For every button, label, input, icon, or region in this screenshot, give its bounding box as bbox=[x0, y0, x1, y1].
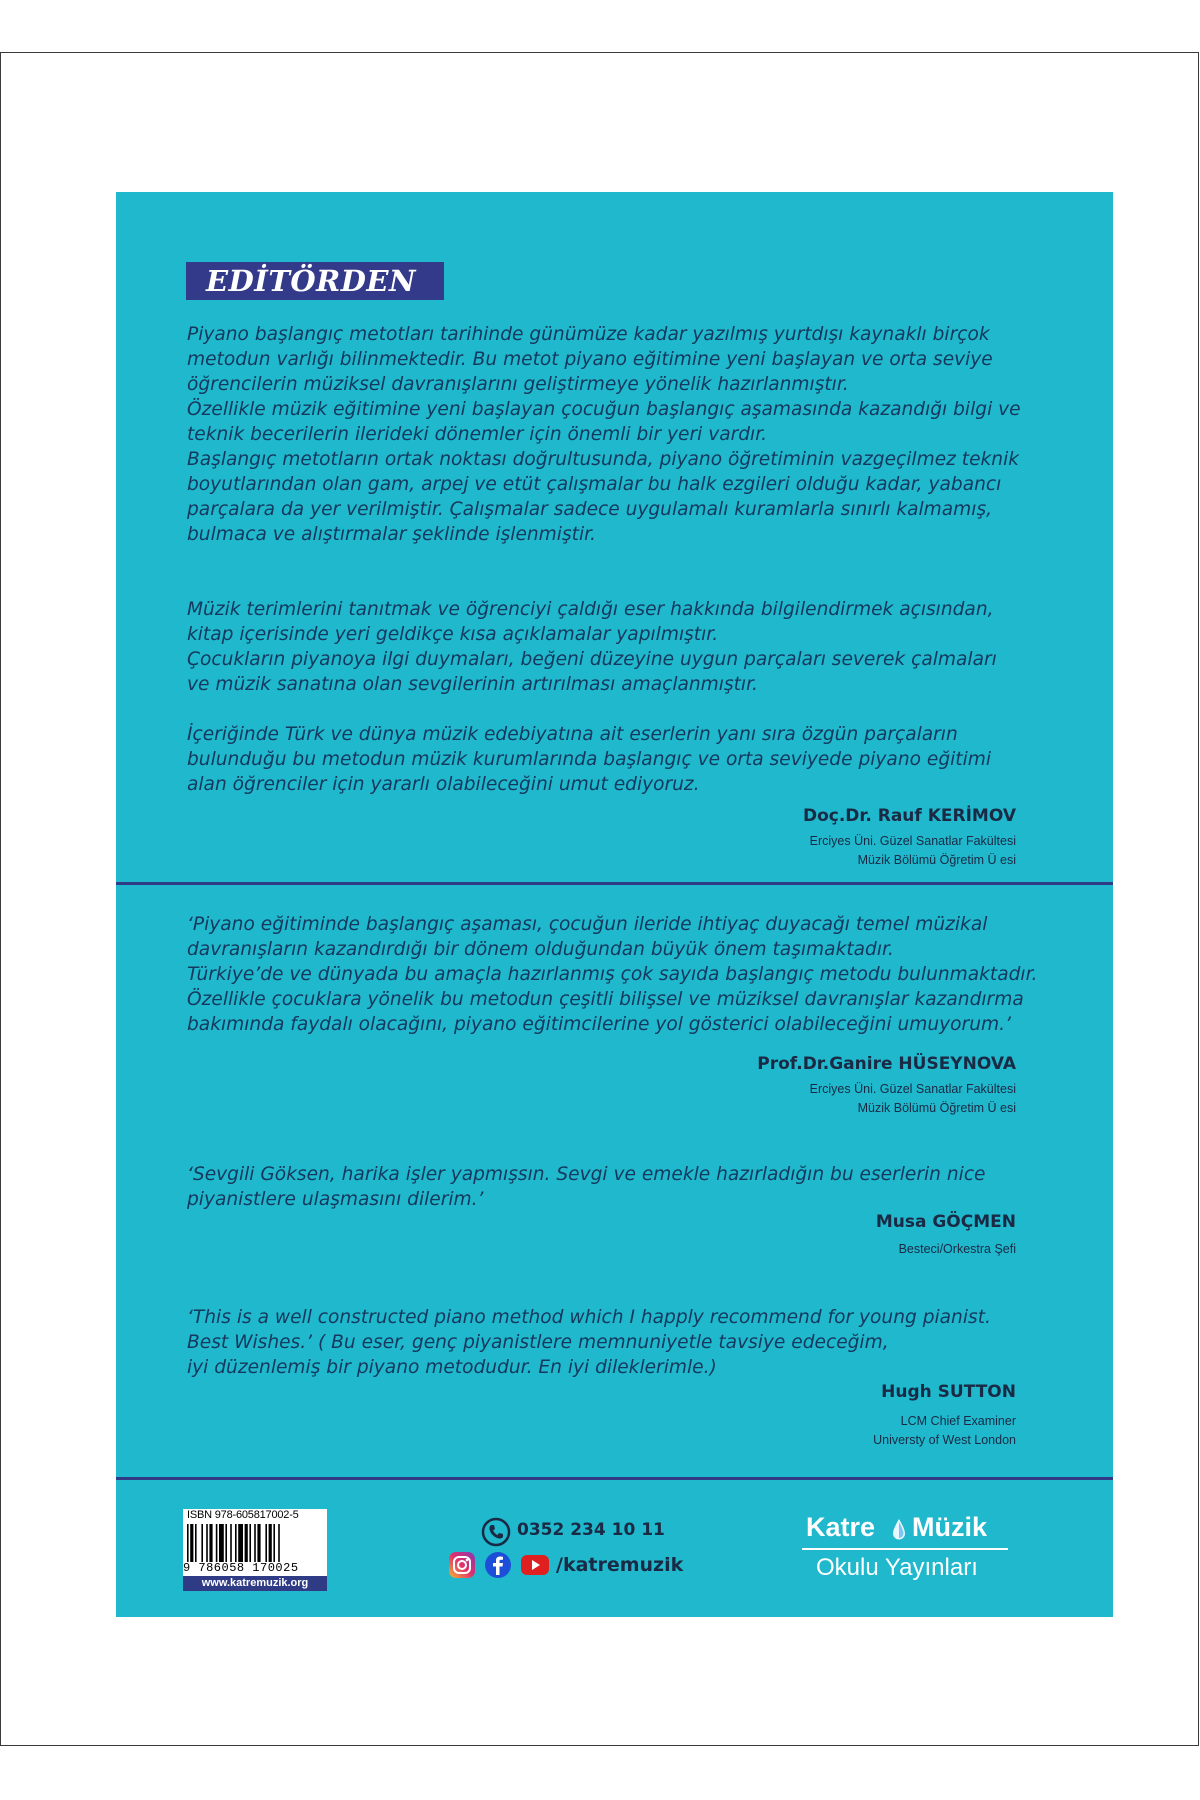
testimonial-affiliation-2 bbox=[899, 1240, 1016, 1259]
testimonial-name-3: Hugh SUTTON bbox=[881, 1382, 1016, 1402]
editorial-paragraph-4 bbox=[187, 722, 991, 797]
text-line: bulunduğu bu metodun müzik kurumlarında başlangıç ve orta seviyede piyano eğitimi bbox=[187, 749, 992, 770]
brand-logo bbox=[802, 1512, 1012, 1592]
editorial-paragraph-2 bbox=[187, 447, 1019, 547]
text-line: İçeriğinde Türk ve dünya müzik edebiyatına ait eserlerin yanı sıra özgün parçaların bbox=[187, 724, 958, 745]
phone-number[interactable]: 0352 234 10 11 bbox=[517, 1520, 665, 1540]
instagram-icon[interactable] bbox=[448, 1551, 476, 1579]
text-line: Başlangıç metotların ortak noktası doğrultusunda, piyano öğretiminin vazgeçilmez teknik bbox=[187, 449, 1020, 470]
affiliation-line: Müzik Bölümü Öğretim Ü esi bbox=[857, 1101, 1016, 1115]
text-line: ve müzik sanatına olan sevgilerinin artırılması amaçlanmıştır. bbox=[187, 674, 758, 695]
text-line: bulmaca ve alıştırmalar şeklinde işlenmiştir. bbox=[187, 524, 596, 545]
editor-heading: EDİTÖRDEN bbox=[206, 264, 417, 298]
text-line: öğrencilerin müziksel davranışlarını geliştirmeye yönelik hazırlanmıştır. bbox=[187, 374, 849, 395]
text-line: Özellikle çocuklara yönelik bu metodun çeşitli bilişsel ve müziksel davranışlar kazandırma bbox=[187, 989, 1024, 1010]
affiliation-line: Müzik Bölümü Öğretim Ü esi bbox=[857, 853, 1016, 867]
text-line: Özellikle müzik eğitimine yeni başlayan çocuğun başlangıç aşamasında kazandığı bilgi ve bbox=[187, 399, 1021, 420]
editorial-paragraph-1 bbox=[187, 322, 1021, 447]
editor-signature-affiliation bbox=[810, 832, 1016, 870]
section-divider bbox=[116, 882, 1113, 885]
text-line: teknik becerilerin ilerideki dönemler için önemli bir yeri vardır. bbox=[187, 424, 768, 445]
text-line: kitap içerisinde yeri geldikçe kısa açıklamalar yapılmıştır. bbox=[187, 624, 719, 645]
text-line: parçalara da yer verilmiştir. Çalışmalar sadece uygulamalı kuramlarla sınırlı kalmamış, bbox=[187, 499, 993, 520]
testimonial-quote-3 bbox=[187, 1305, 991, 1380]
text-line: piyanistlere ulaşmasını dilerim.’ bbox=[187, 1189, 484, 1210]
text-line: Türkiye’de ve dünyada bu amaçla hazırlanmış çok sayıda başlangıç metodu bulunmaktadır. bbox=[187, 964, 1038, 985]
affiliation-line: Erciyes Üni. Güzel Sanatlar Fakültesi bbox=[809, 1082, 1016, 1096]
brand-name-left: Katre bbox=[806, 1512, 876, 1542]
text-line: Piyano başlangıç metotları tarihinde günümüze kadar yazılmış yurtdışı kaynaklı birçok bbox=[187, 324, 990, 345]
footer-divider bbox=[116, 1477, 1113, 1480]
brand-subtitle: Okulu Yayınları bbox=[816, 1554, 978, 1581]
back-cover bbox=[116, 192, 1113, 1617]
affiliation-line: Universty of West London bbox=[873, 1433, 1016, 1447]
text-line: bakımında faydalı olacağını, piyano eğitimcilerine yol gösterici olabileceğini umuyorum.’ bbox=[187, 1014, 1011, 1035]
text-line: Çocukların piyanoya ilgi duymaları, beğeni düzeyine uygun parçaları severek çalmaları bbox=[187, 649, 997, 670]
brand-underline bbox=[802, 1548, 1008, 1550]
water-drop-icon bbox=[891, 1518, 907, 1542]
isbn-label: ISBN 978-605817002-5 bbox=[187, 1509, 299, 1521]
affiliation-line: Erciyes Üni. Güzel Sanatlar Fakültesi bbox=[809, 834, 1016, 848]
text-line: Müzik terimlerini tanıtmak ve öğrenciyi çaldığı eser hakkında bilgilendirmek açısından, bbox=[187, 599, 994, 620]
facebook-icon[interactable] bbox=[484, 1551, 512, 1579]
testimonial-affiliation-1 bbox=[810, 1080, 1016, 1118]
testimonial-quote-2 bbox=[187, 1162, 985, 1212]
text-line: metodun varlığı bilinmektedir. Bu metot piyano eğitimine yeni başlayan ve orta seviye bbox=[187, 349, 993, 370]
text-line: Best Wishes.’ ( Bu eser, genç piyanistlere memnuniyetle tavsiye edeceğim, bbox=[187, 1332, 889, 1353]
phone-icon bbox=[481, 1517, 511, 1547]
text-line: ‘Sevgili Göksen, harika işler yapmışsın. Sevgi ve emekle hazırladığın bu eserlerin nice bbox=[187, 1164, 986, 1185]
isbn-barcode-block bbox=[183, 1509, 327, 1591]
phone-row bbox=[481, 1517, 681, 1547]
barcode-icon bbox=[187, 1524, 323, 1562]
text-line: alan öğrenciler için yararlı olabileceğini umut ediyoruz. bbox=[187, 774, 700, 795]
text-line: ‘Piyano eğitiminde başlangıç aşaması, çocuğun ileride ihtiyaç duyacağı temel müzikal bbox=[187, 914, 988, 935]
website-link[interactable]: www.katremuzik.org bbox=[183, 1576, 327, 1591]
text-line: iyi düzenlemiş bir piyano metodudur. En iyi dileklerimle.) bbox=[187, 1357, 717, 1378]
affiliation-line: LCM Chief Examiner bbox=[900, 1414, 1016, 1428]
text-line: boyutlarından olan gam, arpej ve etüt çalışmalar bu halk ezgileri olduğu kadar, yabancı bbox=[187, 474, 1002, 495]
editor-heading-box bbox=[186, 262, 444, 300]
text-line: davranışların kazandırdığı bir dönem olduğundan büyük önem taşımaktadır. bbox=[187, 939, 894, 960]
brand-name-right: Müzik bbox=[912, 1512, 988, 1542]
testimonial-name-2: Musa GÖÇMEN bbox=[875, 1212, 1016, 1232]
testimonial-affiliation-3 bbox=[873, 1412, 1016, 1450]
editorial-paragraph-3 bbox=[187, 597, 997, 697]
editor-signature-name: Doç.Dr. Rauf KERİMOV bbox=[802, 806, 1016, 826]
testimonial-name-1: Prof.Dr.Ganire HÜSEYNOVA bbox=[757, 1054, 1016, 1074]
social-handle[interactable]: /katremuzik bbox=[556, 1554, 684, 1576]
testimonial-quote-1 bbox=[187, 912, 1037, 1037]
youtube-icon[interactable] bbox=[520, 1551, 550, 1579]
social-row bbox=[448, 1551, 708, 1581]
text-line: ‘This is a well constructed piano method which I happly recommend for young pianist. bbox=[187, 1307, 991, 1328]
affiliation-line: Besteci/Orkestra Şefi bbox=[898, 1242, 1016, 1256]
isbn-digits: 9 786058 170025 bbox=[183, 1561, 299, 1575]
